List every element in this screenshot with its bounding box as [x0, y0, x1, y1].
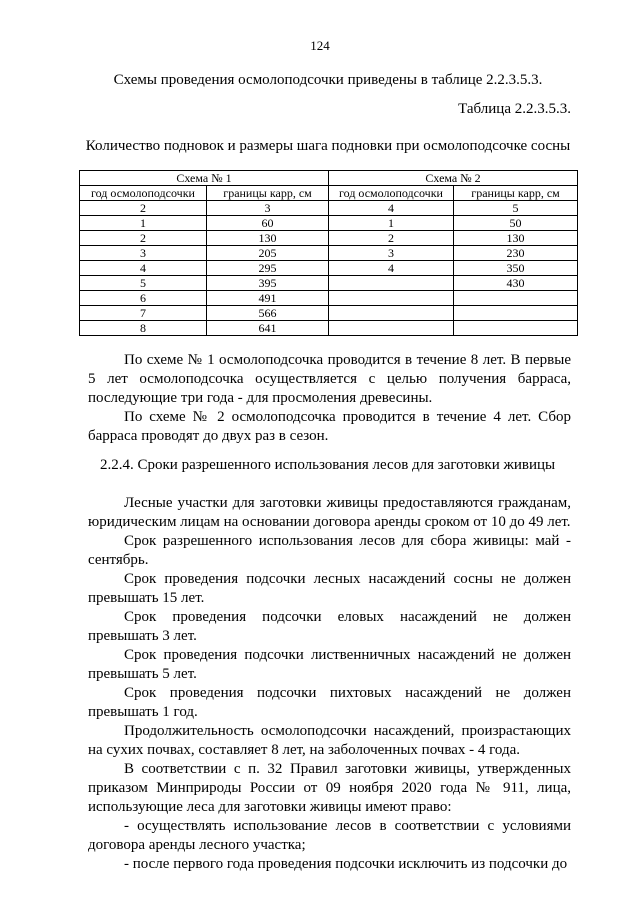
table-caption: Количество подновок и размеры шага подновки при осмолоподсочке сосны	[85, 138, 571, 154]
table-cell: 4	[329, 201, 454, 216]
table-scheme-header-row	[80, 171, 578, 186]
column-header: год осмолоподсочки	[329, 186, 454, 201]
intro-line: Схемы проведения осмолоподсочки приведены в таблице 2.2.3.5.3.	[113, 72, 543, 88]
table-cell: 1	[329, 216, 454, 231]
table-cell	[454, 321, 578, 336]
paragraph: - осуществлять использование лесов в соответствии с условиями договора аренды лесного участка;	[88, 818, 571, 853]
table-column-header-row	[80, 186, 578, 201]
table-row	[80, 201, 578, 216]
paragraph: Продолжительность осмолоподсочки насаждений, произрастающих на сухих почвах, составляет 8 лет, на заболоченных почвах - 4 года.	[88, 723, 571, 758]
table-cell: 230	[454, 246, 578, 261]
table-cell: 3	[329, 246, 454, 261]
table-cell: 4	[80, 261, 207, 276]
paragraph: Срок проведения подсочки лесных насаждений сосны не должен превышать 15 лет.	[88, 571, 571, 606]
table-cell	[329, 276, 454, 291]
table-cell: 1	[80, 216, 207, 231]
table-cell: 7	[80, 306, 207, 321]
table-cell	[329, 291, 454, 306]
table-cell: 295	[207, 261, 329, 276]
table-cell: 50	[454, 216, 578, 231]
table-cell: 430	[454, 276, 578, 291]
paragraph: Срок проведения подсочки еловых насаждений не должен превышать 3 лет.	[88, 609, 571, 644]
paragraph: В соответствии с п. 32 Правил заготовки живицы, утвержденных приказом Минприроды России от 09 ноября 2020 года № 911, лица, использующие леса для заготовки живицы имеют право:	[88, 761, 571, 815]
paragraph: Лесные участки для заготовки живицы предоставляются гражданам, юридическим лицам на основании договора аренды сроком от 10 до 49 лет.	[88, 495, 571, 530]
page-number: 124	[310, 38, 330, 53]
section-heading: 2.2.4. Сроки разрешенного использования лесов для заготовки живицы	[100, 457, 556, 473]
table-cell: 130	[207, 231, 329, 246]
table-cell	[329, 321, 454, 336]
table-cell: 2	[80, 201, 207, 216]
table-cell: 60	[207, 216, 329, 231]
table-row	[80, 231, 578, 246]
table-cell: 130	[454, 231, 578, 246]
paragraph: По схеме № 2 осмолоподсочка проводится в течение 4 лет. Сбор барраса проводят до двух раз в сезон.	[88, 409, 571, 444]
table-row	[80, 246, 578, 261]
table-cell	[329, 306, 454, 321]
column-header: границы карр, см	[454, 186, 578, 201]
table-cell: 5	[80, 276, 207, 291]
table-row	[80, 276, 578, 291]
table-cell: 2	[80, 231, 207, 246]
column-header: границы карр, см	[207, 186, 329, 201]
table-cell: 641	[207, 321, 329, 336]
table-cell: 3	[207, 201, 329, 216]
table-cell	[454, 306, 578, 321]
table-label: Таблица 2.2.3.5.3.	[458, 101, 571, 117]
column-header: год осмолоподсочки	[80, 186, 207, 201]
table-cell: 491	[207, 291, 329, 306]
table-row	[80, 321, 578, 336]
table-row	[80, 216, 578, 231]
paragraph: Срок проведения подсочки пихтовых насаждений не должен превышать 1 год.	[88, 685, 571, 720]
scheme-description-block	[88, 351, 571, 446]
table-cell: 3	[80, 246, 207, 261]
scheme-2-header: Схема № 2	[329, 171, 578, 186]
table-cell: 4	[329, 261, 454, 276]
paragraph: Срок проведения подсочки лиственничных насаждений не должен превышать 5 лет.	[88, 647, 571, 682]
schemes-table	[79, 170, 578, 336]
table-cell: 350	[454, 261, 578, 276]
scheme-1-header: Схема № 1	[80, 171, 329, 186]
table-row	[80, 306, 578, 321]
table-row	[80, 291, 578, 306]
table-cell: 8	[80, 321, 207, 336]
table-cell: 205	[207, 246, 329, 261]
table-cell	[454, 291, 578, 306]
table-cell: 395	[207, 276, 329, 291]
paragraph: По схеме № 1 осмолоподсочка проводится в течение 8 лет. В первые 5 лет осмолоподсочка осуществляется с целью получения барраса, последующие три года - для просмоления древесины.	[88, 352, 571, 406]
paragraph: Срок разрешенного использования лесов для сбора живицы: май - сентябрь.	[88, 533, 571, 568]
paragraph: - после первого года проведения подсочки исключить из подсочки до	[124, 856, 568, 872]
table-cell: 566	[207, 306, 329, 321]
table-cell: 2	[329, 231, 454, 246]
table-row	[80, 261, 578, 276]
table-cell: 6	[80, 291, 207, 306]
section-body	[88, 494, 571, 874]
table-cell: 5	[454, 201, 578, 216]
